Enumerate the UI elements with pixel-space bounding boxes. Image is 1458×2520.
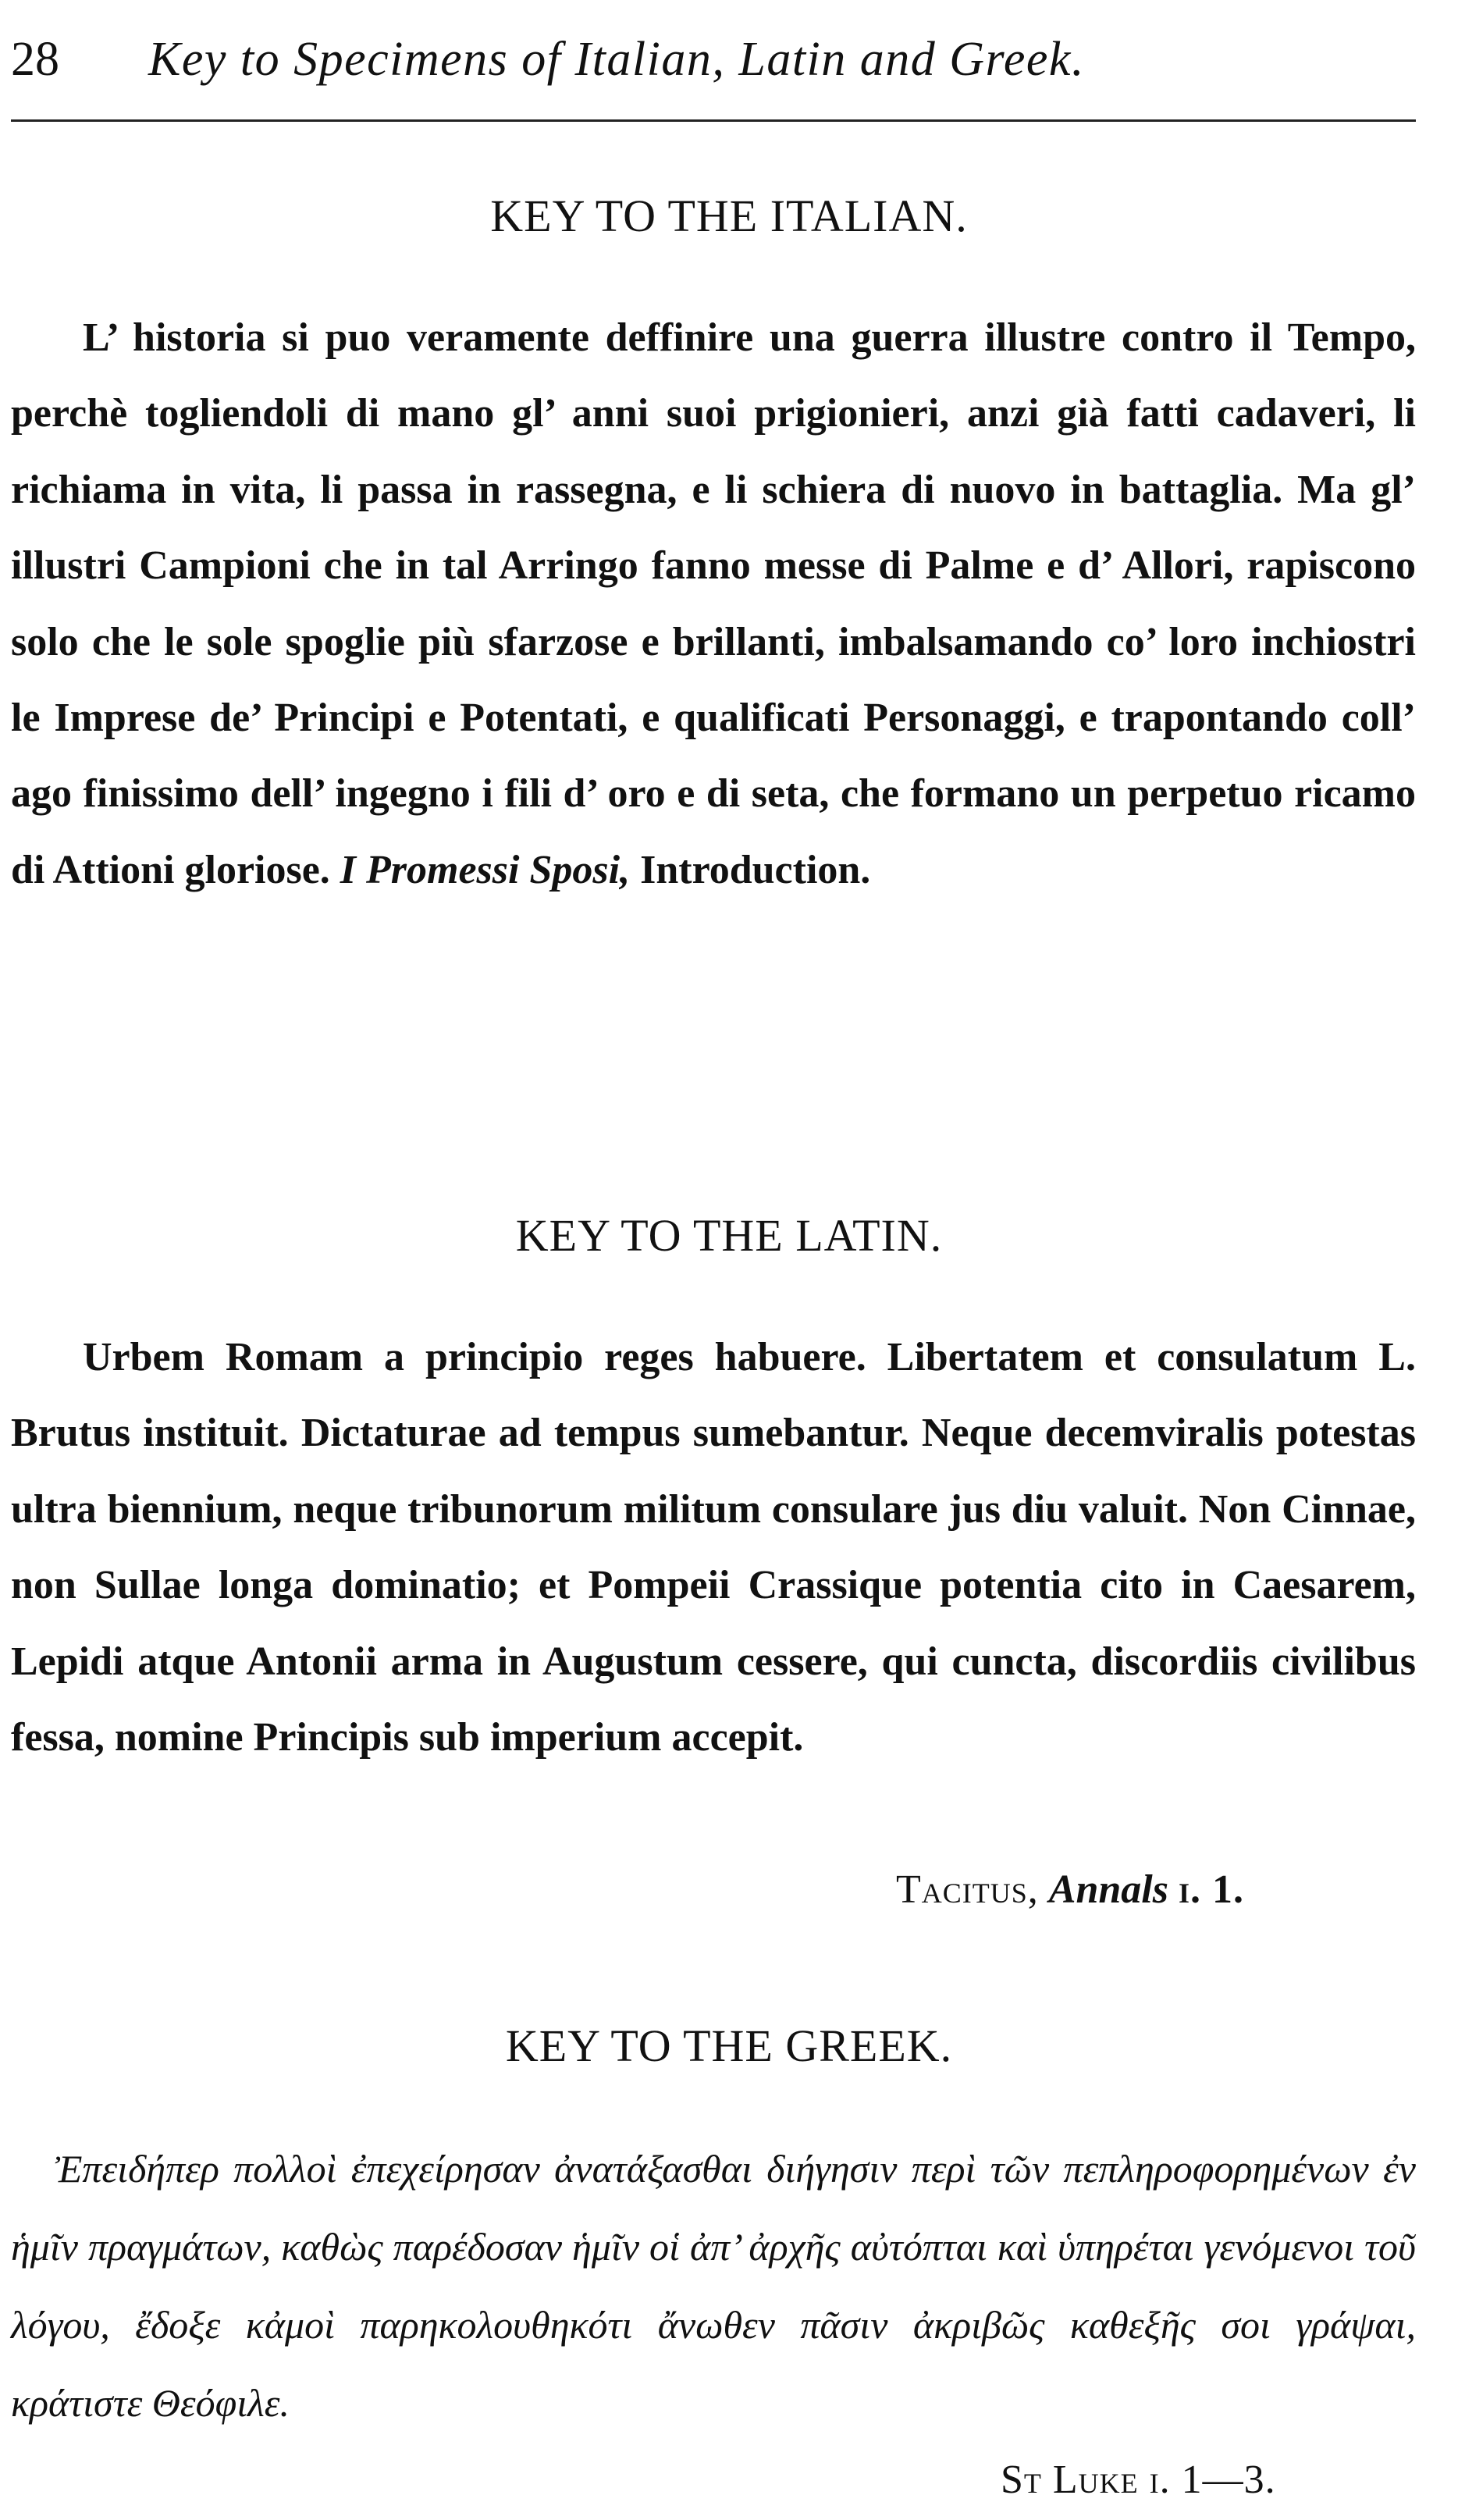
italian-source-note: Introduction. xyxy=(640,847,871,892)
running-head-title: Key to Specimens of Italian, Latin and Greek. xyxy=(148,33,1085,86)
latin-citation-work: Annals xyxy=(1048,1867,1168,1912)
italian-heading: KEY TO THE ITALIAN. xyxy=(490,190,968,241)
page-number: 28 xyxy=(11,33,59,86)
latin-text: Urbem Romam a principio reges habuere. Libertatem et consulatum L. Brutus instituit. Dictaturae ad tempus sumebantur. Neque decemviralis potestas ultra biennium, neque tribunorum militum consulare jus diu valuit. Non Cinnae, non Sullae longa dominatio; et Pompeii Crassique potentia cito in Caesarem, Lepidi atque Antonii arma in Augustum cessere, qui cuncta, discordiis civilibus fessa, nomine Principis sub imperium accepit. xyxy=(11,1335,1416,1760)
italian-passage xyxy=(11,300,1416,908)
greek-citation xyxy=(1001,2442,1276,2518)
greek-passage xyxy=(11,2130,1416,2442)
latin-citation-author: Tacitus, xyxy=(896,1867,1039,1912)
latin-passage xyxy=(11,1319,1416,1775)
italian-source-title: I Promessi Sposi, xyxy=(340,847,631,892)
latin-citation xyxy=(896,1852,1244,1927)
greek-text: Ἐπειδήπερ πολλοὶ ἐπεχείρησαν ἀνατάξασθαι διήγησιν περὶ τῶν πεπληροφορημένων ἐν ἡμῖν πραγμάτων, καθὼς παρέδοσαν ἡμῖν οἱ ἀπ’ ἀρχῆς αὐτόπται καὶ ὑπηρέται γενόμενοι τοῦ λόγου, ἔδοξε κἀμοὶ παρηκολουθηκότι ἄνωθεν πᾶσιν ἀκριβῶς καθεξῆς σοι γράψαι, κράτιστε Θεόφιλε. xyxy=(11,2147,1416,2425)
header-rule xyxy=(11,119,1416,122)
latin-citation-ref: i. 1. xyxy=(1179,1867,1245,1912)
greek-citation-text: St Luke i. 1—3. xyxy=(1001,2458,1276,2502)
latin-heading: KEY TO THE LATIN. xyxy=(515,1210,943,1261)
running-head xyxy=(11,28,1414,91)
greek-heading: KEY TO THE GREEK. xyxy=(505,2020,953,2071)
italian-text: L’ historia si puo veramente deffinire una guerra illustre contro il Tempo, perchè togliendoli di mano gl’ anni suoi prigionieri, anzi già fatti cadaveri, li richiama in vita, li passa in rassegna, e li schiera di nuovo in battaglia. Ma gl’ illustri Campioni che in tal Arringo fanno messe di Palme e d’ Allori, rapiscono solo che le sole spoglie più sfarzose e brillanti, imbalsamando co’ loro inchiostri le Imprese de’ Principi e Potentati, e qualificati Personaggi, e trapontando coll’ ago finissimo dell’ ingegno i fili d’ oro e di seta, che formano un perpetuo ricamo di Attioni gloriose. xyxy=(11,315,1416,892)
